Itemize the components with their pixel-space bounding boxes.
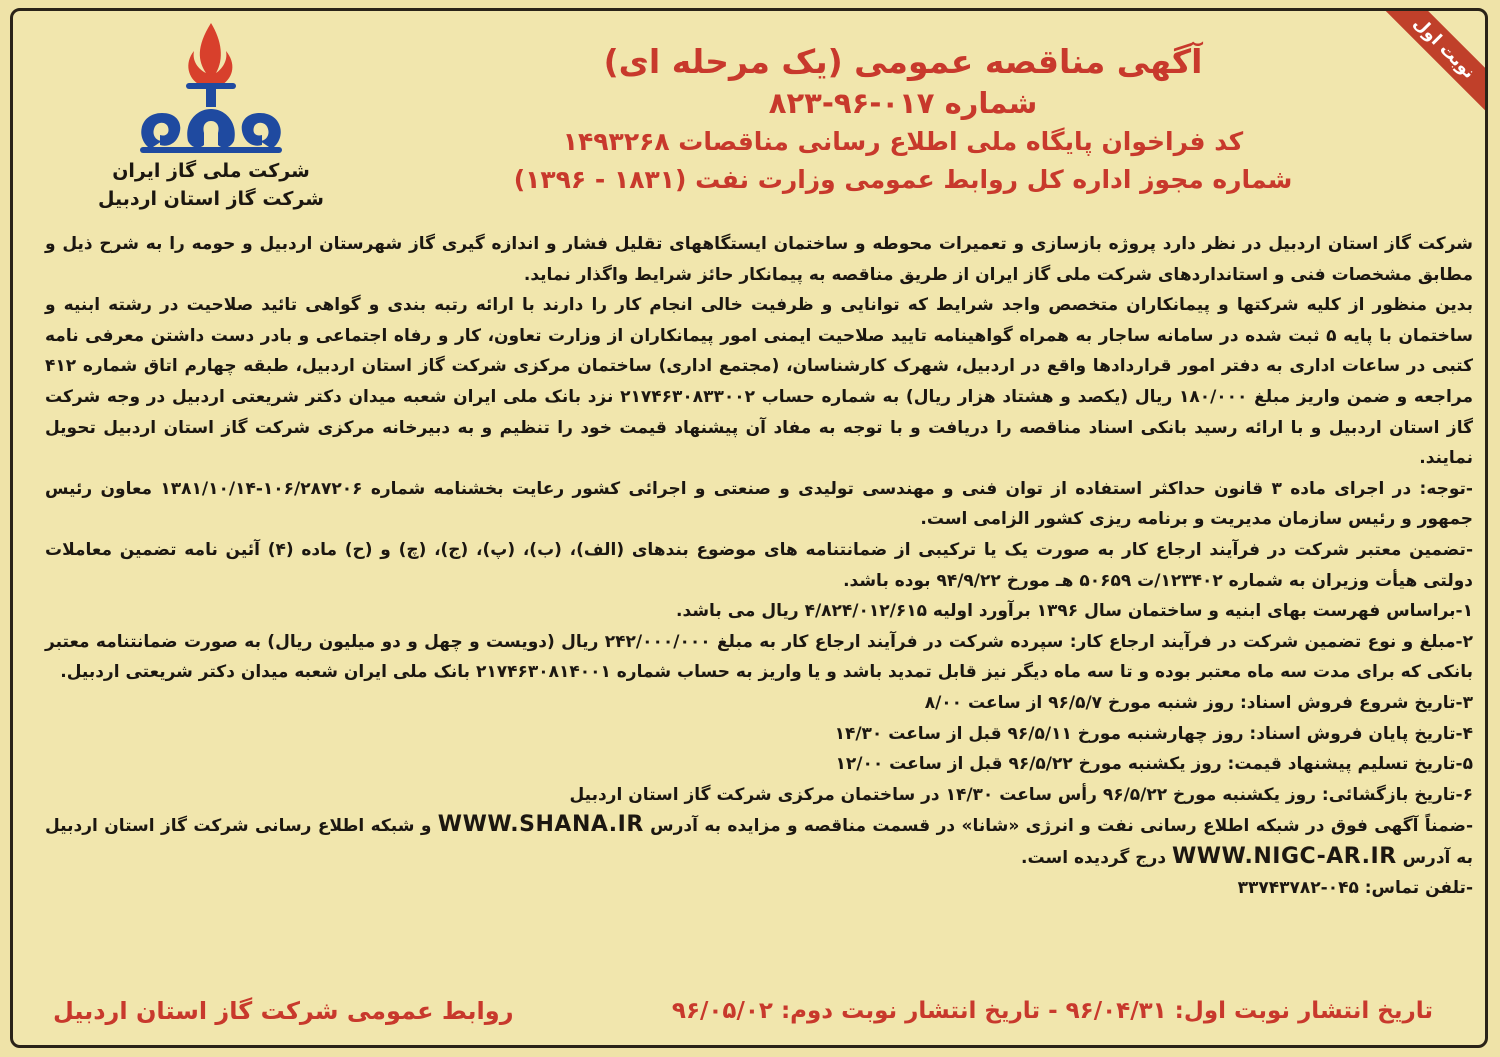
contact-phone: -تلفن تماس: ۰۴۵-۳۳۷۴۳۷۸۲ (1237, 878, 1473, 899)
tender-body (45, 229, 1473, 904)
tender-heading (483, 41, 1323, 199)
note-paragraph: -توجه: در اجرای ماده ۳ قانون حداکثر استفاده از توان فنی و مهندسی تولیدی و صنعتی و اجرائی کشور رعایت بخشنامه شماره ۱۰۶/۲۸۷۲۰۶-۱۳۸۱/۱۰/۱۴ معاون رئیس جمهور و رئیس سازمان مدیریت و برنامه ریزی کشور الزامی است. (45, 478, 1473, 530)
item-sale-start: ۳-تاریخ شروع فروش اسناد: روز شنبه مورخ ۹۶/۵/۷ از ساعت ۸/۰۰ (924, 692, 1473, 713)
item-submission: ۵-تاریخ تسلیم پیشنهاد قیمت: روز یکشنبه مورخ ۹۶/۵/۲۲ قبل از ساعت ۱۲/۰۰ (835, 754, 1473, 775)
tender-title: آگهی مناقصه عمومی (یک مرحله ای) (603, 42, 1203, 81)
tender-number: شماره ۰۱۷-۹۶-۸۲۳ (768, 86, 1038, 120)
shana-link[interactable]: WWW.SHANA.IR (437, 812, 644, 838)
guarantee-paragraph: -تضمین معتبر شرکت در فرآیند ارجاع کار به صورت یک یا ترکیبی از ضمانتنامه های موضوع بندهای (الف)، (ب)، (پ)، (ج)، (چ) و (ح) ماده (۴) آئین نامه تضمین معاملات دولتی هیأت وزیران به شماره ۱۲۳۴۰۲/ت ۵۰۶۵۹ هـ مورخ ۹۴/۹/۲۲ بوده باشد. (45, 539, 1473, 591)
company-logo-block (95, 17, 327, 225)
tender-permit-number: شماره مجوز اداره کل روابط عمومی وزارت نفت (۱۸۳۱ - ۱۳۹۶) (513, 165, 1293, 194)
publication-text-c: درج گردیده است. (1021, 847, 1167, 868)
publication-text-b: و شبکه اطلاع رسانی شرکت گاز استان اردبیل به آدرس (45, 816, 1473, 868)
footer (33, 989, 1473, 1033)
tender-portal-code: کد فراخوان پایگاه ملی اطلاع رسانی مناقصات ۱۴۹۳۲۶۸ (562, 127, 1244, 156)
org-name-line1: شرکت ملی گاز ایران (112, 160, 310, 182)
nigc-ar-link[interactable]: WWW.NIGC-AR.IR (1171, 843, 1397, 869)
first-round-badge: نوبت اول (1380, 8, 1488, 112)
advertisement-sheet (10, 8, 1488, 1048)
intro-paragraph: شرکت گاز استان اردبیل در نظر دارد پروژه بازسازی و تعمیرات محوطه و ساختمان ایستگاههای تقلیل فشار و اندازه گیری گاز شهرستان اردبیل و حومه را به شرح ذیل و مطابق مشخصات فنی و استانداردهای شرکت ملی گاز ایران از طریق مناقصه به پیمانکار حائز شرایط واگذار نماید. (45, 234, 1473, 285)
publication-paragraph (45, 810, 1473, 873)
publication-dates: تاریخ انتشار نوبت اول: ۹۶/۰۴/۳۱ - تاریخ انتشار نوبت دوم: ۹۶/۰۵/۰۲ (671, 998, 1433, 1024)
public-relations-signature: روابط عمومی شرکت گاز استان اردبیل (53, 997, 514, 1025)
item-estimate: ۱-براساس فهرست بهای ابنیه و ساختمان سال ۱۳۹۶ برآورد اولیه ۴/۸۲۴/۰۱۲/۶۱۵ ریال می باشد. (676, 601, 1473, 622)
org-name-line2: شرکت گاز استان اردبیل (98, 188, 324, 210)
publication-text-a: -ضمناً آگهی فوق در شبکه اطلاع رسانی نفت و انرژی «شانا» در قسمت مناقصه و مزایده به آدرس (650, 816, 1474, 837)
nigc-logo-icon (126, 17, 296, 157)
eligibility-paragraph: بدین منظور از کلیه شرکتها و پیمانکاران متخصص واجد شرایط که توانایی و ظرفیت خالی انجام کار را دارند با ارائه رتبه بندی و گواهی تائید صلاحیت در رشته ابنیه و ساختمان با پایه ۵ ثبت شده در سامانه ساجار به همراه گواهینامه تایید صلاحیت ایمنی امور پیمانکاران از وزارت تعاون، کار و رفاه اجتماعی و بادر دست داشتن معرفی نامه کتبی در ساعات اداری به دفتر امور قراردادها واقع در اردبیل، شهرک کارشناسان، (مجتمع اداری) ساختمان مرکزی شرکت گاز استان اردبیل، طبقه چهارم اتاق شماره ۴۱۲ مراجعه و ضمن واریز مبلغ ۱۸۰/۰۰۰ ریال (یکصد و هشتاد هزار ریال) به شماره حساب ۲۱۷۴۶۳۰۸۳۳۰۰۲ نزد بانک ملی ایران شعبه میدان دکتر شریعتی اردبیل در وجه شرکت گاز استان اردبیل و با ارائه رسید بانکی اسناد مناقصه را دریافت و با توجه به مفاد آن پیشنهاد قیمت خود را تنظیم و به دبیرخانه مرکزی شرکت گاز استان اردبیل تحویل نمایند. (45, 295, 1473, 469)
item-sale-end: ۴-تاریخ پایان فروش اسناد: روز چهارشنبه مورخ ۹۶/۵/۱۱ قبل از ساعت ۱۴/۳۰ (834, 723, 1473, 744)
item-opening: ۶-تاریخ بازگشائی: روز یکشنبه مورخ ۹۶/۵/۲۲ رأس ساعت ۱۴/۳۰ در ساختمان مرکزی شرکت گاز استان اردبیل (569, 784, 1473, 805)
item-guarantee-amount: ۲-مبلغ و نوع تضمین شرکت در فرآیند ارجاع کار: سپرده شرکت در فرآیند ارجاع کار به مبلغ ۲۴۲/۰۰۰/۰۰۰ ریال (دویست و چهل و دو میلیون ریال) به صورت ضمانتنامه معتبر بانکی که برای مدت سه ماه معتبر بوده و تا سه ماه دیگر نیز قابل تمدید باشد و یا واریز به حساب شماره ۲۱۷۴۶۳۰۸۱۴۰۰۱ بانک ملی ایران شعبه میدان دکتر شریعتی اردبیل. (45, 631, 1473, 683)
